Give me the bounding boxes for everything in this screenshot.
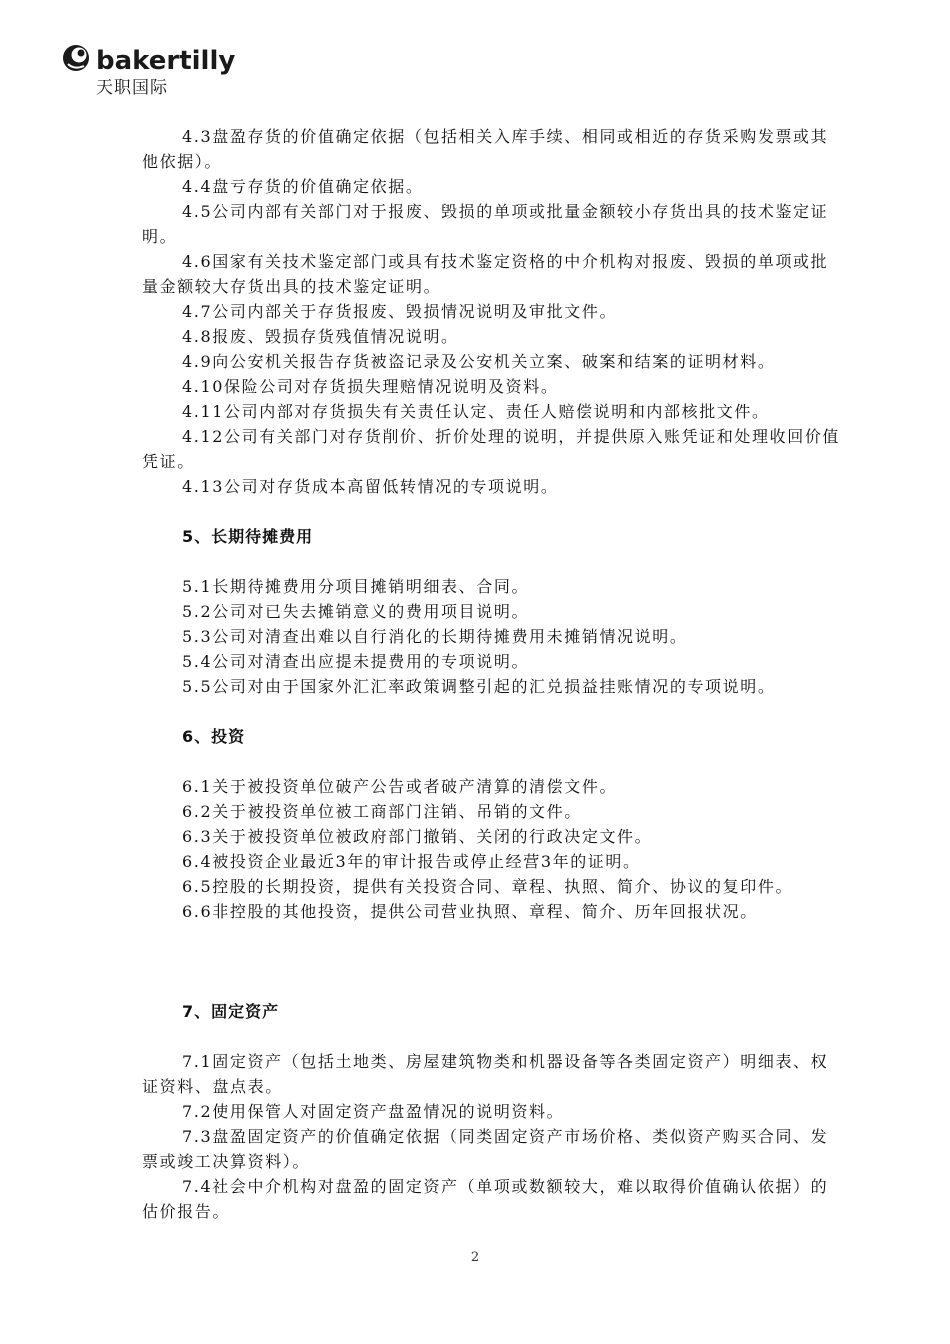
list-item: 7.3盘盈固定资产的价值确定依据（同类固定资产市场价格、类似资产购买合同、发票或竣工决算资料）。 [142,1127,829,1171]
list-item: 6.6非控股的其他投资，提供公司营业执照、章程、简介、历年回报状况。 [182,902,758,921]
list-item: 4.8报废、毁损存货残值情况说明。 [182,327,459,346]
section-heading: 5、长期待摊费用 [182,527,314,546]
list-item: 5.4公司对清查出应提未提费用的专项说明。 [182,652,530,671]
page-number: 2 [470,1250,480,1265]
list-item: 4.9向公安机关报告存货被盗记录及公安机关立案、破案和结案的证明材料。 [182,352,776,371]
list-item: 4.11公司内部对存货损失有关责任认定、责任人赔偿说明和内部核批文件。 [182,402,770,421]
list-item: 7.4社会中介机构对盘盈的固定资产（单项或数额较大，难以取得价值确认依据）的估价报告。 [142,1177,829,1221]
fixed-assets-section [142,999,842,1224]
list-item: 4.3盘盈存货的价值确定依据（包括相关入库手续、相同或相近的存货采购发票或其他依据）。 [142,127,829,171]
list-item: 4.4盘亏存货的价值确定依据。 [182,177,424,196]
list-item: 7.1固定资产（包括土地类、房屋建筑物类和机器设备等各类固定资产）明细表、权证资料、盘点表。 [142,1052,829,1096]
document-body [142,124,842,1224]
list-item: 6.2关于被投资单位被工商部门注销、吊销的文件。 [182,802,582,821]
list-item: 4.5公司内部有关部门对于报废、毁损的单项或批量金额较小存货出具的技术鉴定证明。 [142,202,829,246]
list-item: 5.5公司对由于国家外汇汇率政策调整引起的汇兑损益挂账情况的专项说明。 [182,677,776,696]
list-item: 5.1长期待摊费用分项目摊销明细表、合同。 [182,577,530,596]
list-item: 6.3关于被投资单位被政府部门撤销、关闭的行政决定文件。 [182,827,653,846]
list-item: 5.2公司对已失去摊销意义的费用项目说明。 [182,602,530,621]
list-item: 4.12公司有关部门对存货削价、折价处理的说明，并提供原入账凭证和处理收回价值凭证。 [142,427,841,471]
investment-section [142,724,842,924]
company-logo [62,42,282,104]
list-item: 4.10保险公司对存货损失理赔情况说明及资料。 [182,377,559,396]
logo-subtitle: 天职国际 [96,78,168,98]
section-heading: 6、投资 [182,727,246,746]
list-item: 4.7公司内部关于存货报废、毁损情况说明及审批文件。 [182,302,618,321]
logo-wordmark: bakertilly [96,46,236,76]
list-item: 4.6国家有关技术鉴定部门或具有技术鉴定资格的中介机构对报废、毁损的单项或批量金额较大存货出具的技术鉴定证明。 [142,252,829,296]
list-item: 6.4被投资企业最近3年的审计报告或停止经营3年的证明。 [182,852,641,871]
section-heading: 7、固定资产 [182,1002,280,1021]
list-item: 7.2使用保管人对固定资产盘盈情况的说明资料。 [182,1102,565,1121]
long-term-prepaid-section [142,524,842,699]
list-item: 6.1关于被投资单位破产公告或者破产清算的清偿文件。 [182,777,618,796]
inventory-section [142,124,842,499]
baker-tilly-swirl-icon [62,42,92,74]
list-item: 6.5控股的长期投资，提供有关投资合同、章程、执照、简介、协议的复印件。 [182,877,794,896]
list-item: 5.3公司对清查出难以自行消化的长期待摊费用未摊销情况说明。 [182,627,688,646]
list-item: 4.13公司对存货成本高留低转情况的专项说明。 [182,477,559,496]
